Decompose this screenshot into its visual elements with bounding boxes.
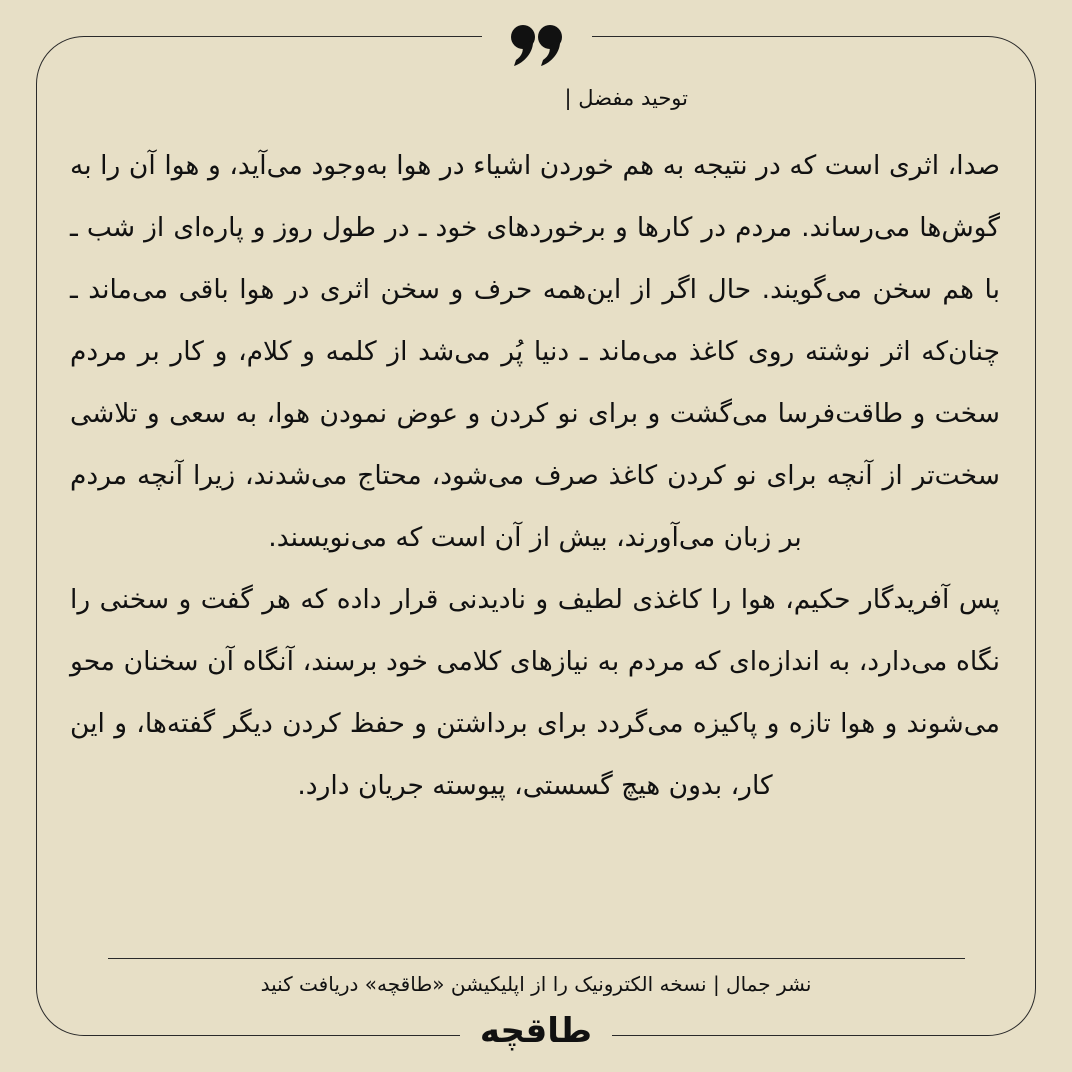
- paragraph-2: پس آفریدگار حکیم، هوا را کاغذی لطیف و نادیدنی قرار داده که هر گفت و سخنی را نگاه می‌دارد، به اندازه‌ای که مردم به نیازهای کلامی خود برسند، آنگاه آن سخنان محو می‌شوند و هوا تازه و پاکیزه می‌گردد برای برداشتن و حفظ کردن دیگر گفته‌ها، و این کار، بدون هیچ گسستی، پیوسته جریان دارد.: [70, 584, 1000, 801]
- footer-note: نشر جمال | نسخه الکترونیک را از اپلیکیشن «طاقچه» دریافت کنید: [260, 972, 812, 996]
- taaghche-logo: طاقچه: [479, 1011, 593, 1051]
- quote-icon: [508, 20, 568, 68]
- quote-body: [70, 135, 1000, 817]
- book-title: توحید مفضل: [578, 86, 688, 110]
- footer-divider: [108, 958, 965, 959]
- title-separator: |: [564, 86, 572, 110]
- paragraph-1: صدا، اثری است که در نتیجه به هم خوردن اشیاء در هوا به‌وجود می‌آید، و هوا آن را به گوش‌ها می‌رساند. مردم در کارها و برخوردهای خود ـ در طول روز و پاره‌ای از شب ـ با هم سخن می‌گویند. حال اگر از این‌همه حرف و سخن اثری در هوا باقی می‌ماند ـ چنان‌که اثر نوشته روی کاغذ می‌ماند ـ دنیا پُر می‌شد از کلمه و کلام، و کار بر مردم سخت و طاقت‌فرسا می‌گشت و برای نو کردن و عوض نمودن هوا، به سعی و تلاشی سخت‌تر از آنچه برای نو کردن کاغذ صرف می‌شود، محتاج می‌شدند، زیرا آنچه مردم بر زبان می‌آورند، بیش از آن است که می‌نویسند.: [70, 150, 1000, 553]
- book-title-line: [400, 82, 688, 114]
